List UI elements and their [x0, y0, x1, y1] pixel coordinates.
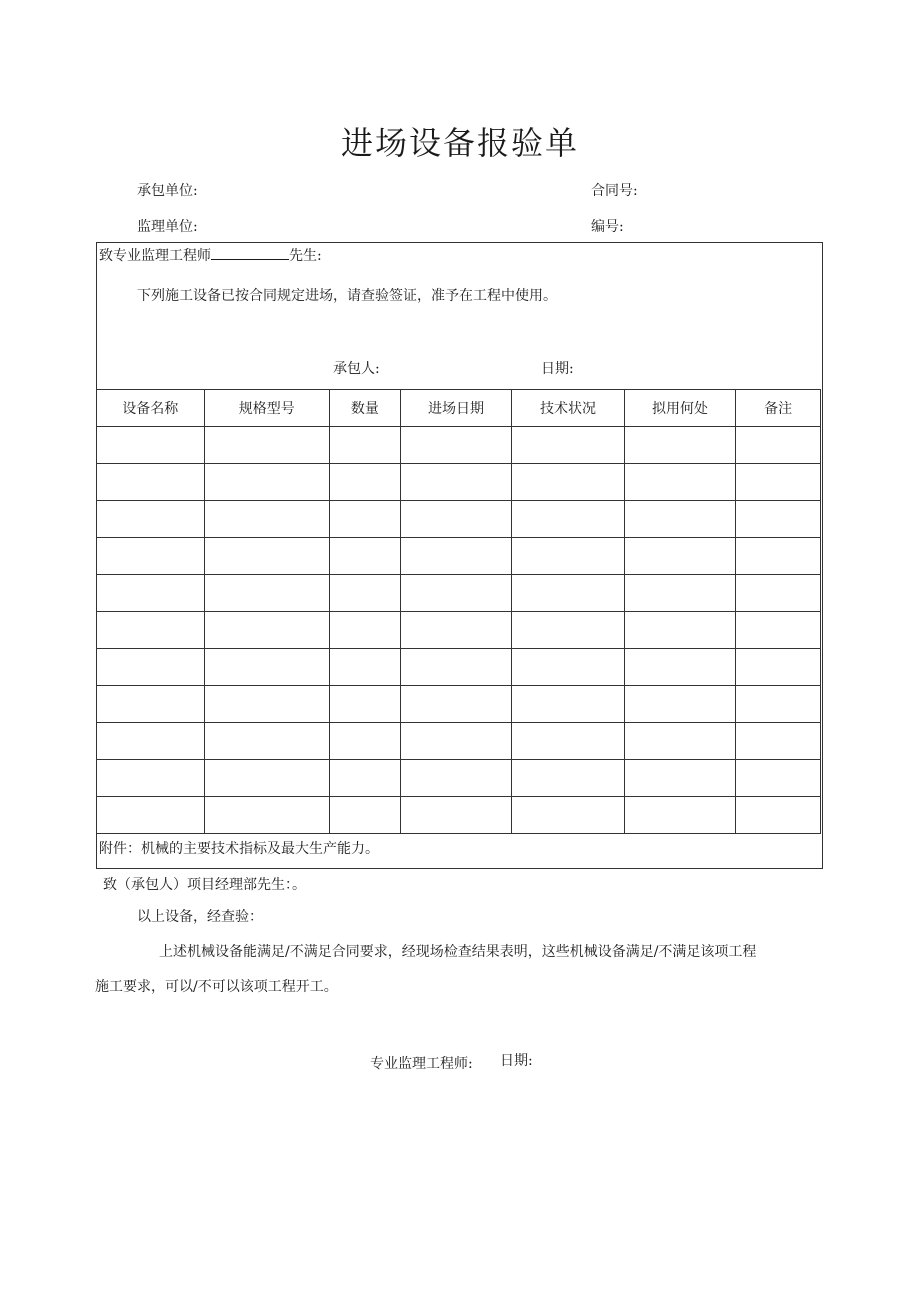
cell-remarks[interactable]	[736, 686, 821, 723]
cell-usage[interactable]	[624, 612, 736, 649]
cell-name[interactable]	[97, 797, 205, 834]
cell-remarks[interactable]	[736, 575, 821, 612]
cell-usage[interactable]	[624, 575, 736, 612]
cell-model[interactable]	[204, 538, 329, 575]
table-header-row	[97, 390, 821, 427]
cell-name[interactable]	[97, 575, 205, 612]
cell-name[interactable]	[97, 427, 205, 464]
table-row	[97, 686, 821, 723]
table-row	[97, 723, 821, 760]
cell-quantity[interactable]	[330, 427, 401, 464]
equipment-form	[96, 242, 823, 869]
cell-condition[interactable]	[512, 723, 625, 760]
response-to-line: 致（承包人）项目经理部先生：。	[103, 877, 306, 893]
cell-condition[interactable]	[512, 686, 625, 723]
request-to-suffix: 先生:	[289, 248, 322, 264]
cell-model[interactable]	[204, 686, 329, 723]
table-row	[97, 649, 821, 686]
cell-quantity[interactable]	[330, 760, 401, 797]
cell-quantity[interactable]	[330, 723, 401, 760]
cell-name[interactable]	[97, 464, 205, 501]
cell-name[interactable]	[97, 649, 205, 686]
cell-remarks[interactable]	[736, 649, 821, 686]
request-date-label: 日期:	[541, 361, 574, 377]
cell-model[interactable]	[204, 797, 329, 834]
cell-usage[interactable]	[624, 427, 736, 464]
cell-usage[interactable]	[624, 723, 736, 760]
response-intro: 以上设备，经查验：	[137, 909, 263, 925]
cell-quantity[interactable]	[330, 464, 401, 501]
cell-model[interactable]	[204, 723, 329, 760]
cell-usage[interactable]	[624, 760, 736, 797]
equipment-table	[96, 389, 821, 834]
cell-entry-date[interactable]	[400, 723, 512, 760]
cell-entry-date[interactable]	[400, 797, 512, 834]
col-header-condition: 技术状况	[512, 390, 625, 427]
cell-name[interactable]	[97, 723, 205, 760]
cell-condition[interactable]	[512, 427, 625, 464]
response-conclusion-line2: 施工要求，可以/不可以该项工程开工。	[95, 979, 338, 995]
supervisor-label: 监理单位:	[137, 219, 198, 235]
table-row	[97, 538, 821, 575]
contract-no-label: 合同号:	[591, 183, 638, 199]
cell-entry-date[interactable]	[400, 760, 512, 797]
cell-model[interactable]	[204, 464, 329, 501]
cell-remarks[interactable]	[736, 723, 821, 760]
form-request-section	[97, 243, 822, 389]
cell-quantity[interactable]	[330, 686, 401, 723]
table-row	[97, 464, 821, 501]
cell-condition[interactable]	[512, 649, 625, 686]
col-header-name: 设备名称	[97, 390, 205, 427]
cell-remarks[interactable]	[736, 501, 821, 538]
contractor-label: 承包单位:	[137, 183, 198, 199]
cell-quantity[interactable]	[330, 612, 401, 649]
cell-usage[interactable]	[624, 686, 736, 723]
cell-condition[interactable]	[512, 612, 625, 649]
table-row	[97, 797, 821, 834]
cell-condition[interactable]	[512, 760, 625, 797]
serial-no-label: 编号:	[591, 219, 624, 235]
cell-name[interactable]	[97, 760, 205, 797]
cell-name[interactable]	[97, 612, 205, 649]
cell-model[interactable]	[204, 501, 329, 538]
col-header-model: 规格型号	[204, 390, 329, 427]
cell-model[interactable]	[204, 427, 329, 464]
table-row	[97, 760, 821, 797]
request-to-prefix: 致专业监理工程师	[99, 248, 211, 264]
cell-entry-date[interactable]	[400, 575, 512, 612]
cell-remarks[interactable]	[736, 464, 821, 501]
cell-entry-date[interactable]	[400, 501, 512, 538]
contractor-sign-label: 承包人:	[333, 361, 380, 377]
col-header-quantity: 数量	[330, 390, 401, 427]
table-row	[97, 427, 821, 464]
cell-model[interactable]	[204, 575, 329, 612]
cell-remarks[interactable]	[736, 760, 821, 797]
table-row	[97, 612, 821, 649]
response-conclusion-line1: 上述机械设备能满足/不满足合同要求，经现场检查结果表明，这些机械设备满足/不满足该项工程	[159, 944, 757, 960]
cell-model[interactable]	[204, 760, 329, 797]
cell-condition[interactable]	[512, 797, 625, 834]
cell-entry-date[interactable]	[400, 427, 512, 464]
cell-condition[interactable]	[512, 538, 625, 575]
engineer-sign-label: 专业监理工程师:	[370, 1056, 473, 1072]
cell-name[interactable]	[97, 686, 205, 723]
cell-quantity[interactable]	[330, 575, 401, 612]
engineer-name-blank[interactable]	[211, 247, 289, 260]
request-to-line	[99, 245, 322, 265]
response-date-label: 日期:	[500, 1053, 533, 1069]
cell-name[interactable]	[97, 501, 205, 538]
cell-condition[interactable]	[512, 575, 625, 612]
cell-entry-date[interactable]	[400, 649, 512, 686]
cell-quantity[interactable]	[330, 501, 401, 538]
cell-remarks[interactable]	[736, 538, 821, 575]
cell-entry-date[interactable]	[400, 464, 512, 501]
cell-remarks[interactable]	[736, 797, 821, 834]
cell-quantity[interactable]	[330, 797, 401, 834]
cell-usage[interactable]	[624, 501, 736, 538]
cell-entry-date[interactable]	[400, 686, 512, 723]
cell-model[interactable]	[204, 612, 329, 649]
cell-remarks[interactable]	[736, 427, 821, 464]
cell-usage[interactable]	[624, 464, 736, 501]
cell-condition[interactable]	[512, 464, 625, 501]
cell-quantity[interactable]	[330, 649, 401, 686]
cell-entry-date[interactable]	[400, 538, 512, 575]
col-header-remarks: 备注	[736, 390, 821, 427]
cell-usage[interactable]	[624, 797, 736, 834]
table-row	[97, 501, 821, 538]
table-body	[97, 427, 821, 834]
cell-remarks[interactable]	[736, 612, 821, 649]
col-header-entry-date: 进场日期	[400, 390, 512, 427]
cell-name[interactable]	[97, 538, 205, 575]
cell-condition[interactable]	[512, 501, 625, 538]
cell-entry-date[interactable]	[400, 612, 512, 649]
request-statement: 下列施工设备已按合同规定进场，请查验签证，准予在工程中使用。	[137, 288, 557, 304]
col-header-usage: 拟用何处	[624, 390, 736, 427]
cell-quantity[interactable]	[330, 538, 401, 575]
table-row	[97, 575, 821, 612]
page-title: 进场设备报验单	[340, 124, 579, 162]
cell-usage[interactable]	[624, 538, 736, 575]
cell-usage[interactable]	[624, 649, 736, 686]
cell-model[interactable]	[204, 649, 329, 686]
attachment-note: 附件：机械的主要技术指标及最大生产能力。	[99, 841, 379, 857]
